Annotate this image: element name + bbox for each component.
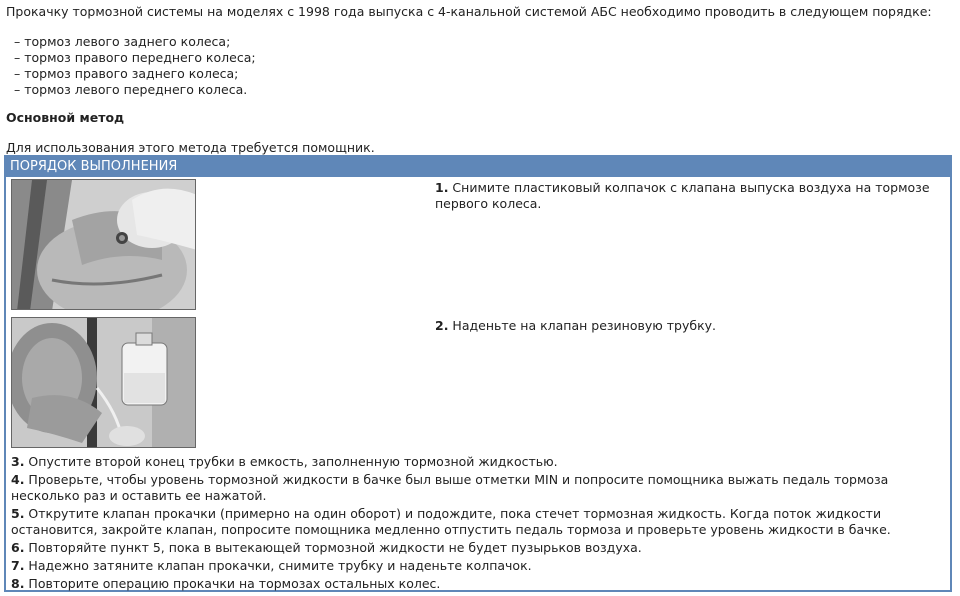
list-item: – тормоз левого переднего колеса. [14, 82, 248, 97]
intro-paragraph [6, 4, 951, 20]
step-text: Повторите операцию прокачки на тормозах остальных колес. [24, 576, 441, 591]
step-text: Наденьте на клапан резиновую трубку. [448, 318, 717, 333]
step-2 [435, 318, 935, 334]
procedure-header: ПОРЯДОК ВЫПОЛНЕНИЯ [6, 157, 950, 177]
step-number: 3. [11, 454, 25, 469]
step-3 [11, 454, 946, 470]
step-number: 5. [11, 506, 25, 521]
list-item: – тормоз левого заднего колеса; [14, 34, 231, 49]
method-description: Для использования этого метода требуется помощник. [6, 140, 375, 155]
step-text: Повторяйте пункт 5, пока в вытекающей тормозной жидкости не будет пузырьков воздуха. [24, 540, 642, 555]
list-item: – тормоз правого заднего колеса; [14, 66, 239, 81]
step-number: 6. [11, 540, 25, 555]
step-2-photo [11, 317, 196, 448]
steps-list [11, 454, 946, 594]
step-6 [11, 540, 946, 556]
intro-text: Прокачку тормозной системы на моделях с 1998 года выпуска с 4-канальной системой АБС необходимо проводить в следующем порядке: [6, 4, 932, 19]
step-5 [11, 506, 946, 538]
step-text: Проверьте, чтобы уровень тормозной жидкости в бачке был выше отметки MIN и попросите помощника выжать педаль тормоза несколько раз и оставить ее нажатой. [11, 472, 889, 503]
step-text: Снимите пластиковый колпачок с клапана выпуска воздуха на тормозе первого колеса. [435, 180, 930, 211]
list-item: – тормоз правого переднего колеса; [14, 50, 256, 65]
step-text: Надежно затяните клапан прокачки, снимите трубку и наденьте колпачок. [24, 558, 532, 573]
step-1-photo [11, 179, 196, 310]
wheel-order-list [14, 34, 256, 98]
step-4 [11, 472, 946, 504]
step-number: 1. [435, 180, 449, 195]
section-title: Основной метод [6, 110, 125, 125]
step-8 [11, 576, 946, 592]
step-number: 2. [435, 318, 449, 333]
step-text: Опустите второй конец трубки в емкость, заполненную тормозной жидкостью. [24, 454, 558, 469]
step-number: 4. [11, 472, 25, 487]
step-7 [11, 558, 946, 574]
step-1 [435, 180, 935, 212]
step-number: 8. [11, 576, 25, 591]
step-text: Открутите клапан прокачки (примерно на один оборот) и подождите, пока стечет тормозная жидкость. Когда поток жидкости остановится, закройте клапан, попросите помощника медленно отпустить педаль тормоза и проверьте уровень жидкости в бачке. [11, 506, 891, 537]
step-number: 7. [11, 558, 25, 573]
procedure-box [4, 155, 952, 592]
